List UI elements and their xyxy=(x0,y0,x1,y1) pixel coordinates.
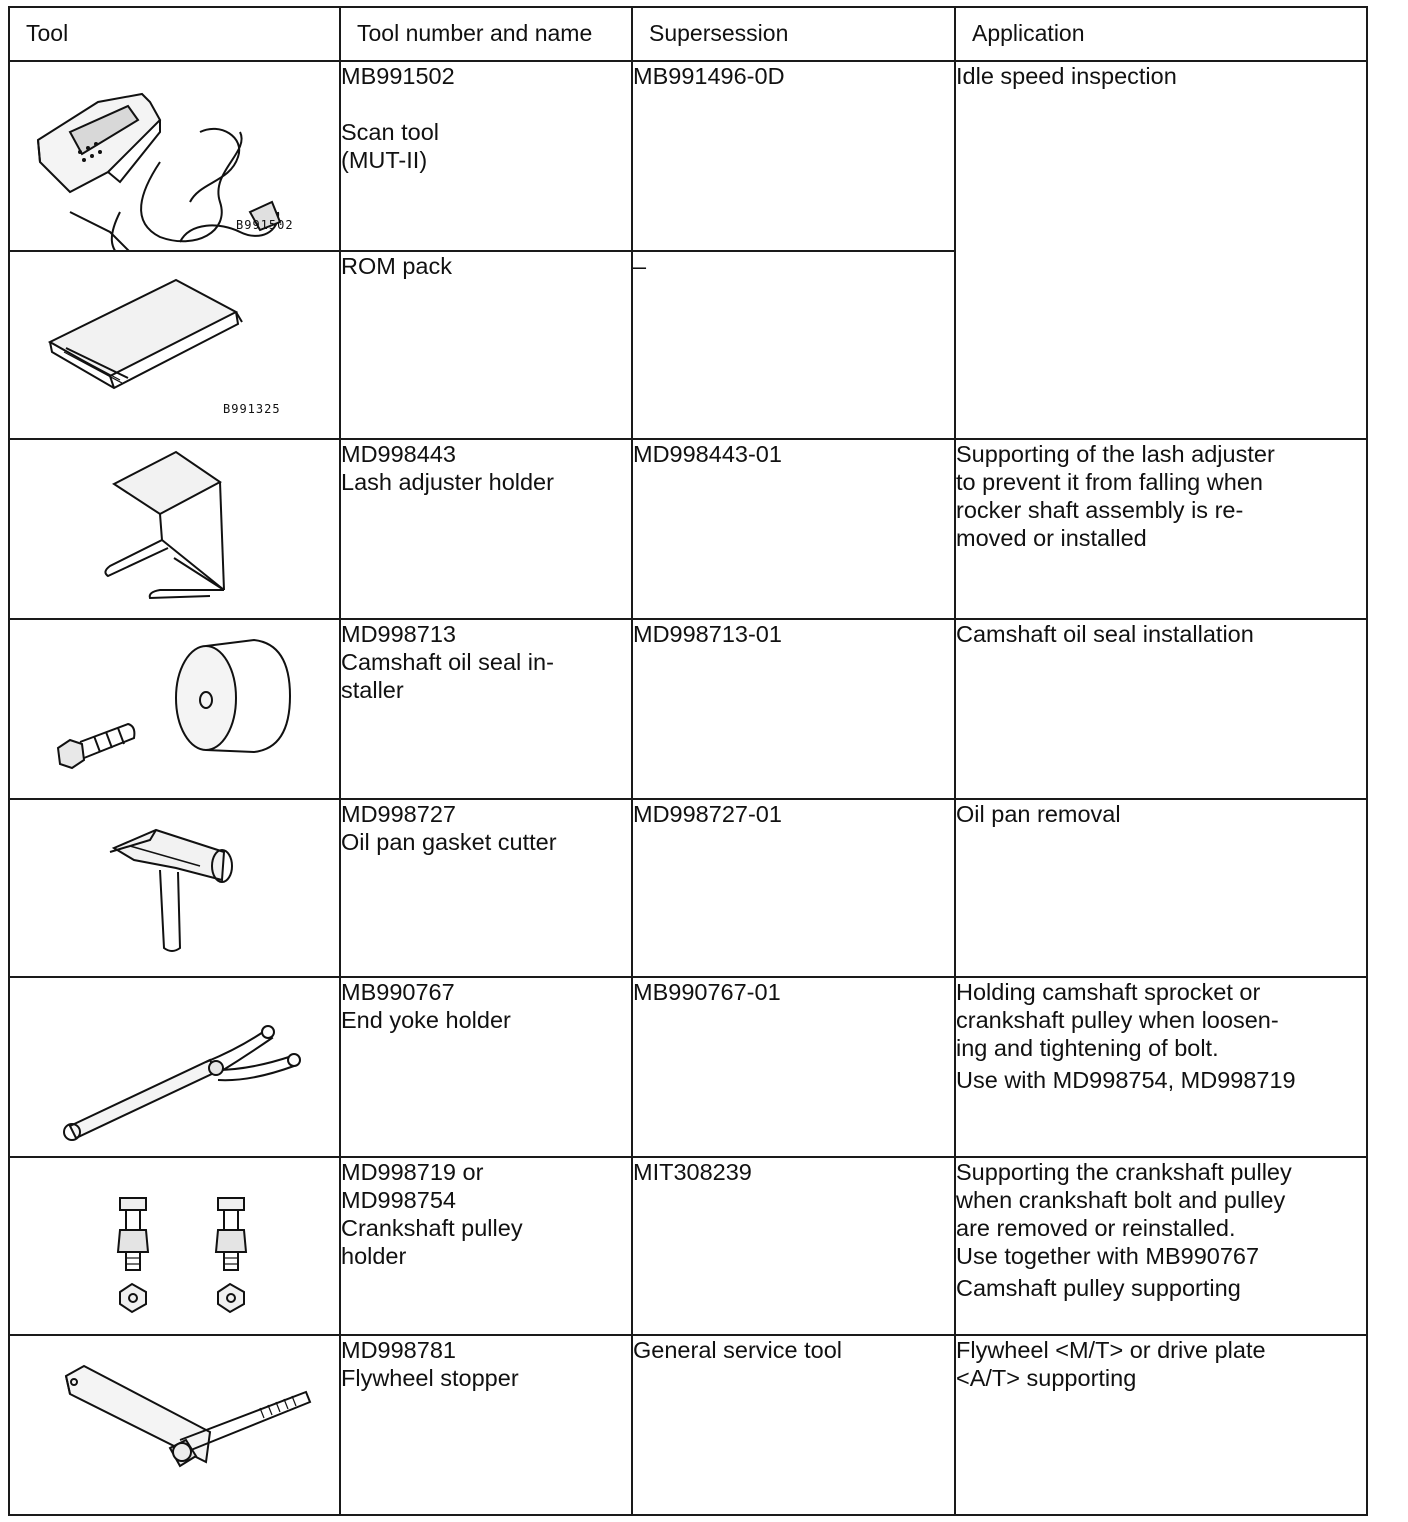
crankshaft-pulley-holder-illustration xyxy=(10,1158,339,1334)
application-text: Camshaft pulley supporting xyxy=(956,1275,1241,1301)
supersession-cell: MB990767-01 xyxy=(632,977,955,1157)
supersession-cell: MB991496-0D xyxy=(632,61,955,251)
application-text: ing and tightening of bolt. xyxy=(956,1035,1219,1061)
table-row xyxy=(9,799,1367,977)
image-code: B991502 xyxy=(236,218,294,232)
table-row xyxy=(9,1157,1367,1335)
tool-number: MD998719 or xyxy=(341,1159,484,1185)
application-text: when crankshaft bolt and pulley xyxy=(956,1187,1286,1213)
header-supersession: Supersession xyxy=(632,7,955,61)
tool-image-cell xyxy=(9,1157,340,1335)
tool-name: holder xyxy=(341,1243,407,1269)
application-text: Idle speed inspection xyxy=(956,63,1177,89)
application-text: Camshaft oil seal installation xyxy=(956,621,1254,647)
tool-image-cell xyxy=(9,619,340,799)
supersession-cell: General service tool xyxy=(632,1335,955,1515)
tool-number: MD998443 xyxy=(341,441,456,467)
application-text: Supporting the crankshaft pulley xyxy=(956,1159,1292,1185)
tool-name: (MUT-II) xyxy=(341,147,428,173)
tool-number: MD998727 xyxy=(341,801,456,827)
application-cell xyxy=(955,439,1367,619)
tool-name: Flywheel stopper xyxy=(341,1365,519,1391)
tool-image-cell xyxy=(9,977,340,1157)
tool-number: MD998713 xyxy=(341,621,456,647)
application-text: crankshaft pulley when loosen- xyxy=(956,1007,1279,1033)
application-cell xyxy=(955,619,1367,799)
application-text: to prevent it from falling when xyxy=(956,469,1263,495)
header-application: Application xyxy=(955,7,1367,61)
tool-number-name-cell xyxy=(340,61,632,251)
flywheel-stopper-illustration xyxy=(10,1336,339,1514)
tool-number: MB991502 xyxy=(341,63,455,89)
table-row xyxy=(9,61,1367,251)
supersession-cell: MIT308239 xyxy=(632,1157,955,1335)
tool-number: MD998781 xyxy=(341,1337,456,1363)
camshaft-oil-seal-installer-illustration xyxy=(10,620,339,798)
application-cell xyxy=(955,799,1367,977)
application-text: Supporting of the lash adjuster xyxy=(956,441,1275,467)
special-tools-table xyxy=(8,6,1368,1516)
tool-number-name-cell xyxy=(340,251,632,439)
application-cell xyxy=(955,977,1367,1157)
lash-adjuster-holder-illustration xyxy=(10,440,339,618)
tool-name: Camshaft oil seal in- xyxy=(341,649,554,675)
supersession-cell: MD998443-01 xyxy=(632,439,955,619)
rom-pack-illustration xyxy=(10,252,339,438)
tool-image-cell xyxy=(9,799,340,977)
supersession-cell: MD998727-01 xyxy=(632,799,955,977)
tool-name: Lash adjuster holder xyxy=(341,469,554,495)
table-row xyxy=(9,619,1367,799)
tool-number-name-cell xyxy=(340,1157,632,1335)
tool-number: MD998754 xyxy=(341,1187,456,1213)
table-row xyxy=(9,439,1367,619)
application-text: Flywheel <M/T> or drive plate xyxy=(956,1337,1266,1363)
tool-name: Crankshaft pulley xyxy=(341,1215,523,1241)
table-row xyxy=(9,1335,1367,1515)
end-yoke-holder-illustration xyxy=(10,978,339,1156)
application-text: are removed or reinstalled. xyxy=(956,1215,1236,1241)
header-tool: Tool xyxy=(9,7,340,61)
tool-number-name-cell xyxy=(340,799,632,977)
application-text: rocker shaft assembly is re- xyxy=(956,497,1244,523)
tool-number-name-cell xyxy=(340,977,632,1157)
table-row xyxy=(9,977,1367,1157)
tool-image-cell xyxy=(9,251,340,439)
tool-image-cell xyxy=(9,1335,340,1515)
header-row xyxy=(9,7,1367,61)
tool-number-name-cell xyxy=(340,619,632,799)
application-text: moved or installed xyxy=(956,525,1147,551)
application-cell xyxy=(955,1335,1367,1515)
tool-image-cell xyxy=(9,439,340,619)
application-text: <A/T> supporting xyxy=(956,1365,1137,1391)
application-text: Holding camshaft sprocket or xyxy=(956,979,1261,1005)
supersession-cell: – xyxy=(632,251,955,439)
application-text: Use together with MB990767 xyxy=(956,1243,1260,1269)
tool-name: End yoke holder xyxy=(341,1007,511,1033)
application-text: Use with MD998754, MD998719 xyxy=(956,1067,1296,1093)
oil-pan-gasket-cutter-illustration xyxy=(10,800,339,976)
tool-name: ROM pack xyxy=(341,253,452,279)
application-cell xyxy=(955,1157,1367,1335)
application-text: Oil pan removal xyxy=(956,801,1121,827)
tool-name: Scan tool xyxy=(341,119,439,145)
tool-image-cell xyxy=(9,61,340,251)
tool-name: staller xyxy=(341,677,404,703)
tool-number: MB990767 xyxy=(341,979,455,1005)
supersession-cell: MD998713-01 xyxy=(632,619,955,799)
tool-number-name-cell xyxy=(340,439,632,619)
application-cell xyxy=(955,61,1367,439)
header-tool-number-and-name: Tool number and name xyxy=(340,7,632,61)
tool-number-name-cell xyxy=(340,1335,632,1515)
image-code: B991325 xyxy=(223,402,281,416)
tool-name: Oil pan gasket cutter xyxy=(341,829,557,855)
